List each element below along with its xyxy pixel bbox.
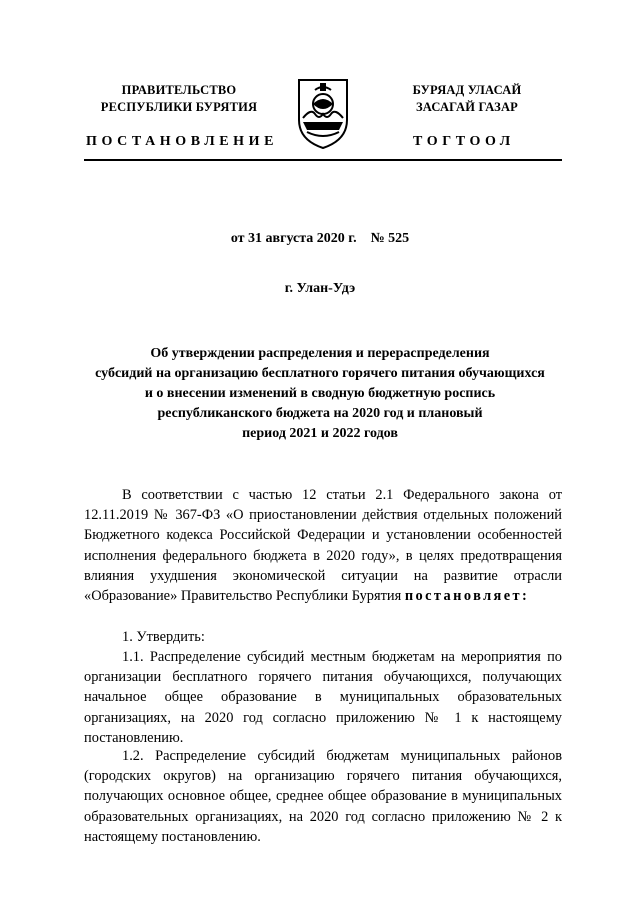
government-name-bua-line1: БУРЯАД УЛАСАЙ <box>412 83 522 97</box>
government-name-bua-line2: ЗАСАГАЙ ГАЗАР <box>415 100 519 114</box>
intro-text: В соответствии с частью 12 статьи 2.1 Федерального закона от 12.11.2019 № 367-ФЗ «О приостановлении действия отдельных положений Бюджетного кодекса Российской Федерации и установлении особенностей исполнения федерального бюджета в 2020 году», в целях предотвращения влияния ухудшения экономической ситуации на развитие отрасли «Образование» Правительство Республики Бурятия <box>84 487 562 605</box>
document-type-bua: ТОГТООЛ <box>413 134 515 149</box>
header-divider <box>84 159 562 161</box>
government-name-bua <box>372 82 562 116</box>
government-name-ru-line2: РЕСПУБЛИКИ БУРЯТИЯ <box>100 100 258 114</box>
document-title <box>60 344 580 444</box>
item-1: 1. Утвердить: <box>122 629 205 645</box>
item-1-1: 1.1. Распределение субсидий местным бюджетам на мероприятия по организации бесплатного горячего питания обучающихся, получающих начальное общее образование в муниципальных образовательных организациях, на 2020 год согласно приложению № 1 к настоящему постановлению. <box>84 649 562 746</box>
title-line: республиканского бюджета на 2020 год и плановый <box>157 406 483 421</box>
title-line: период 2021 и 2022 годов <box>242 426 398 441</box>
title-line: Об утверждении распределения и перераспределения <box>150 346 490 361</box>
city: г. Улан-Удэ <box>284 281 356 296</box>
document-type-ru: ПОСТАНОВЛЕНИЕ <box>86 134 279 149</box>
government-name-ru-line1: ПРАВИТЕЛЬСТВО <box>121 83 237 97</box>
date-and-number: от 31 августа 2020 г. № 525 <box>230 231 410 246</box>
coat-of-arms-emblem <box>291 74 355 152</box>
title-line: и о внесении изменений в сводную бюджетную роспись <box>144 386 496 401</box>
item-1-2: 1.2. Распределение субсидий бюджетам муниципальных районов (городских округов) на организацию горячего питания обучающихся, получающих основное общее, среднее общее образование в муниципальных образовательных организациях, на 2020 год согласно приложению № 2 к настоящему постановлению. <box>84 748 562 845</box>
decree-word: постановляет: <box>404 588 530 605</box>
title-line: субсидий на организацию бесплатного горячего питания обучающихся <box>95 366 545 381</box>
government-name-ru <box>84 82 274 116</box>
intro-paragraph <box>84 485 562 606</box>
